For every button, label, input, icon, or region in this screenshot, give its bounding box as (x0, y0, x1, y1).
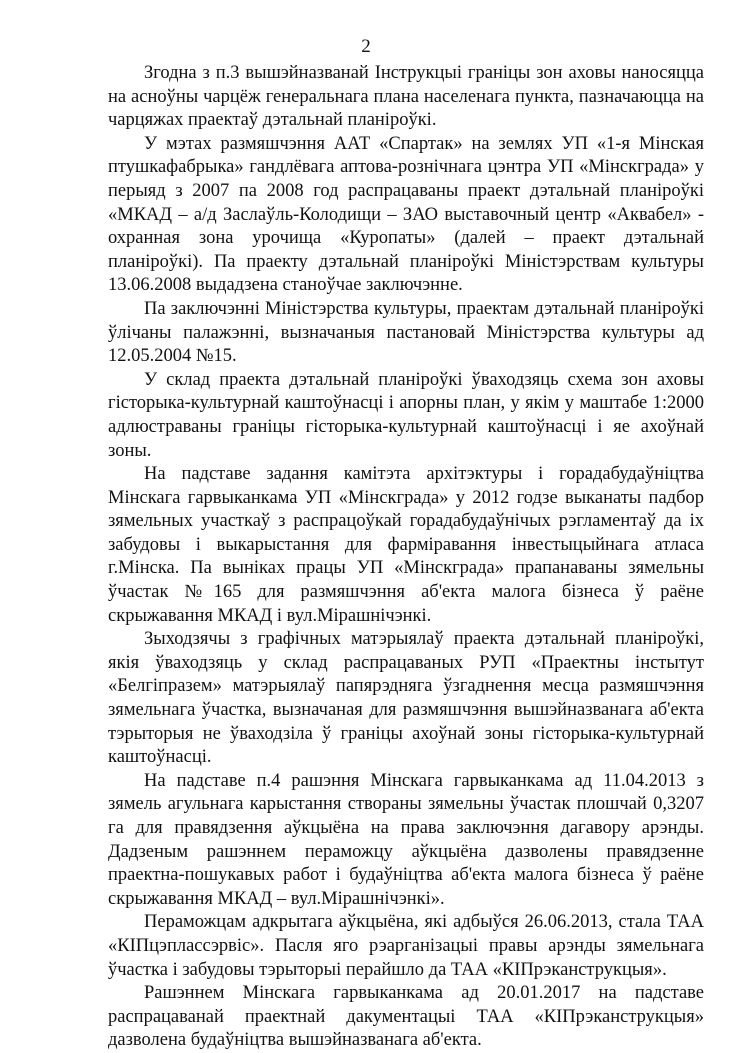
paragraph: У склад праекта дэтальнай планіроўкі ўваходзяць схема зон аховы гісторыка-культурнай каштоўнасці і апорны план, у якім у маштабе 1:2000 адлюстраваны граніцы гісторыка-культурнай каштоўнасці і яе ахоўнай зоны. (108, 369, 704, 461)
paragraph: Згодна з п.3 вышэйназванай Інструкцыі граніцы зон аховы наносяцца на асноўны чарцёж генеральнага плана населенага пункта, пазначаюцца на чарцяжах праектаў дэтальнай планіроўкі. (108, 63, 704, 131)
paragraph: Па заключэнні Міністэрства культуры, праектам дэтальнай планіроўкі ўлічаны палажэнні, вызначаныя пастановай Міністэрства культуры ад 12.05.2004 №15. (108, 298, 704, 367)
paragraph: Пераможцам адкрытага аўкцыёна, які адбыўся 26.06.2013, стала ТАА «КІПцэплассэрвіс». Пасля яго рэарганізацыі правы арэнды зямельнага ўчастка і забудовы тэрыторыі перайшло да ТАА «КІПрэканструкцыя». (108, 912, 704, 980)
paragraph: Рашэннем Мінскага гарвыканкама ад 20.01.2017 на падставе распрацаванай праектнай дакументацыі ТАА «КІПрэканструкцыя» дазволена будаўніцтва вышэйназванага аб'екта. (108, 983, 704, 1051)
page-number: 2 (361, 36, 371, 57)
paragraph: Зыходзячы з графічных матэрыялаў праекта дэтальнай планіроўкі, якія ўваходзяць у склад распрацаваных РУП «Праектны інстытут «Белгіпразем» матэрыялаў папярэдняга ўзгаднення месца размяшчэння зямельнага ўчастка, вызначаная для размяшчэння вышэйназванага аб'екта тэрыторыя не ўваходзіла ў граніцы ахоўнай зоны гісторыка-культурнай каштоўнасці. (108, 629, 704, 768)
document-body (108, 62, 704, 1053)
paragraph: У мэтах размяшчэння ААТ «Спартак» на землях УП «1-я Мінская птушкафабрыка» гандлёвага аптова-рознічнага цэнтра УП «Мінскграда» у перыяд з 2007 па 2008 год распрацаваны праект дэтальнай планіроўкі «МКАД – а/д Заслаўль-Колодищи – ЗАО выставочный центр «Аквабел» - охранная зона урочища «Куропаты» (далей – праект дэтальнай планіроўкі). Па праекту дэтальнай планіроўкі Міністэрствам культуры 13.06.2008 выдадзена станоўчае заключэнне. (108, 133, 704, 296)
paragraph: На падставе п.4 рашэння Мінскага гарвыканкама ад 11.04.2013 з зямель агульнага карыстання створаны зямельны ўчастак плошчай 0,3207 га для правядзення аўкцыёна на права заключэння дагавору арэнды. Дадзеным рашэннем пераможцу аўкцыёна дазволены правядзенне праектна-пошукавых работ і будаўніцтва аб'екта малога бізнеса ў раёне скрыжавання МКАД – вул.Мірашнічэнкі». (108, 770, 704, 909)
paragraph: На падставе задання камітэта архітэктуры і горадабудаўніцтва Мінскага гарвыканкама УП «Мінскграда» у 2012 годзе выканаты падбор зямельных участкаў з распрацоўкай горадабудаўнічых рэгламентаў да іх забудовы і выкарыстання для фарміравання інвестыцыйнага атласа г.Мінска. Па выніках працы УП «Мінскграда» прапанаваны зямельны ўчастак №165 для размяшчэння аб'екта малога бізнеса ў раёне скрыжавання МКАД і вул.Мірашнічэнкі. (108, 464, 704, 626)
